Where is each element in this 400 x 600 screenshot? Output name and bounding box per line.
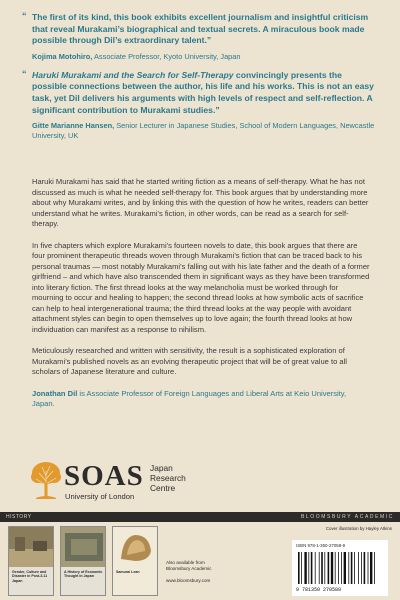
isbn: ISBN 978-1-350-27058-9 <box>296 543 346 548</box>
cover-art <box>9 527 54 567</box>
author-name: Jonathan Dil <box>32 388 78 398</box>
subject-category: HISTORY <box>6 514 32 520</box>
endorsement-attribution <box>32 52 378 62</box>
related-book-cover <box>60 526 106 596</box>
barcode-bar <box>354 552 355 584</box>
barcode-bar <box>304 552 306 584</box>
barcode-bar <box>358 552 359 584</box>
barcode-bar <box>338 552 339 584</box>
barcode-bar <box>374 552 375 584</box>
attribution-affiliation: Associate Professor, Kyoto University, Japan <box>92 51 241 61</box>
barcode-bar <box>348 552 349 584</box>
barcode-bar <box>328 552 330 584</box>
jrc-name <box>150 463 186 494</box>
barcode-bar <box>315 552 316 584</box>
quote-mark: “ <box>22 68 27 79</box>
blurb-paragraph: Meticulously researched and written with sensitivity, the result is a sophisticated exploration of Murakami’s published novels as an evolving therapeutic project that will be of great value to all scholars of Japanese literature and culture. <box>32 346 347 376</box>
endorsement-text-part: The first of its kind, this book exhibits excellent journalism and insightful criticism that reveal Murakami’s biographical and textual secrets. A miraculous book made possible through Dil’s extraordinary talent.” <box>32 12 369 46</box>
jrc-line: Centre <box>150 483 176 494</box>
barcode-bar <box>341 552 342 584</box>
barcode-number: 9 781350 270589 <box>296 587 342 592</box>
bottom-strip <box>0 522 400 600</box>
endorsement-2 <box>22 70 378 141</box>
category-band <box>0 512 400 522</box>
barcode-bar <box>319 552 320 584</box>
related-book-title: A History of Economic Thought in Japan <box>64 570 103 579</box>
barcode-bar <box>321 552 323 584</box>
also-available-line: Bloomsbury Academic <box>166 566 212 571</box>
jrc-line: Research <box>150 473 186 484</box>
related-book-cover <box>112 526 158 596</box>
quote-mark: “ <box>22 11 27 21</box>
endorsement-text-part: convincingly presents the possible connections between the author, his life and his works. This is not an easy task, yet Dil delivers his arguments with high levels of respect and self-reflection. A significant contribution to Murakami studies.” <box>32 69 374 115</box>
barcode-bar <box>361 552 362 584</box>
related-book-title: Gender, Culture and Disaster in Post-3.11 Japan <box>12 570 48 583</box>
publisher-website: www.bloomsbury.com <box>166 578 211 583</box>
barcode-bar <box>370 552 372 584</box>
blurb <box>32 177 370 410</box>
cover-art <box>61 527 106 567</box>
attribution-name: Gitte Marianne Hansen, <box>32 121 115 131</box>
attribution-affiliation: Senior Lecturer in Japanese Studies, School of Modern Languages, Newcastle University, UK <box>32 121 375 141</box>
endorsement-text <box>32 12 378 47</box>
also-available <box>166 560 211 572</box>
jrc-line: Japan <box>150 463 173 473</box>
barcode-bar <box>324 552 325 584</box>
tree-icon <box>30 459 62 503</box>
barcode-panel <box>292 540 388 596</box>
endorsement-1 <box>22 12 378 62</box>
attribution-name: Kojima Motohiro, <box>32 51 93 61</box>
cover-art <box>113 527 158 567</box>
barcode-icon <box>296 552 384 592</box>
soas-logo <box>30 459 230 509</box>
author-bio-text: is Associate Professor of Foreign Languages and Liberal Arts at Keio University, Japan. <box>32 388 347 408</box>
barcode-bar <box>308 552 309 584</box>
book-title-italic: Haruki Murakami and the Search for Self-Therapy <box>32 69 234 80</box>
barcode-bar <box>335 552 336 584</box>
logo-subtitle: University of London <box>65 492 135 501</box>
related-book-cover <box>8 526 54 596</box>
barcode-bar <box>364 552 366 584</box>
endorsements <box>0 0 400 149</box>
also-available-line: Also available from <box>166 560 205 565</box>
endorsement-attribution <box>32 121 378 141</box>
barcode-bar <box>298 552 300 584</box>
blurb-paragraph: Haruki Murakami has said that he started writing fiction as a means of self-therapy. What he has not discussed as much is what he needed self-therapy for. This book argues that by understanding more about why Murakami writes, and by linking this with the question of how he writes, readers can better understand what he writes. Murakami’s fiction, in other words, can be read as a search for self-therapy. <box>32 177 369 228</box>
barcode-bar <box>351 552 353 584</box>
cover-credit: Cover illustration by Hayley Atkins <box>325 526 392 531</box>
endorsement-text <box>32 70 378 116</box>
barcode-bar <box>331 552 333 584</box>
barcode-bar <box>301 552 302 584</box>
related-book-title: Samurai Lean <box>116 570 140 574</box>
related-books <box>8 526 158 596</box>
blurb-paragraph: In five chapters which explore Murakami’s fourteen novels to date, this book argues that there are four prominent therapeutic threads woven through Murakami’s fiction that can be traced back to his personal traumas — most notably Murakami’s falling out with his late father and the death of a former girlfriend – and which have also transcended them in significant ways as they have been transformed into literary fiction. The first thread looks at the way melancholia must be worked through for mourning to occur and healing to happen; the second thread looks at how symbolic acts of sacrifice can help to heal intergenerational trauma; the third thread looks at the way people with avoidant attachment styles can begin to open themselves up to love again; the fourth thread looks at how individuation can manifest as a response to nihilism. <box>32 240 370 334</box>
logo-wordmark: SOAS <box>64 460 144 492</box>
barcode-bar <box>344 552 346 584</box>
barcode-bar <box>311 552 313 584</box>
barcode-bar <box>368 552 369 584</box>
author-bio <box>32 389 370 410</box>
publisher-imprint: BLOOMSBURY ACADEMIC <box>300 514 394 520</box>
